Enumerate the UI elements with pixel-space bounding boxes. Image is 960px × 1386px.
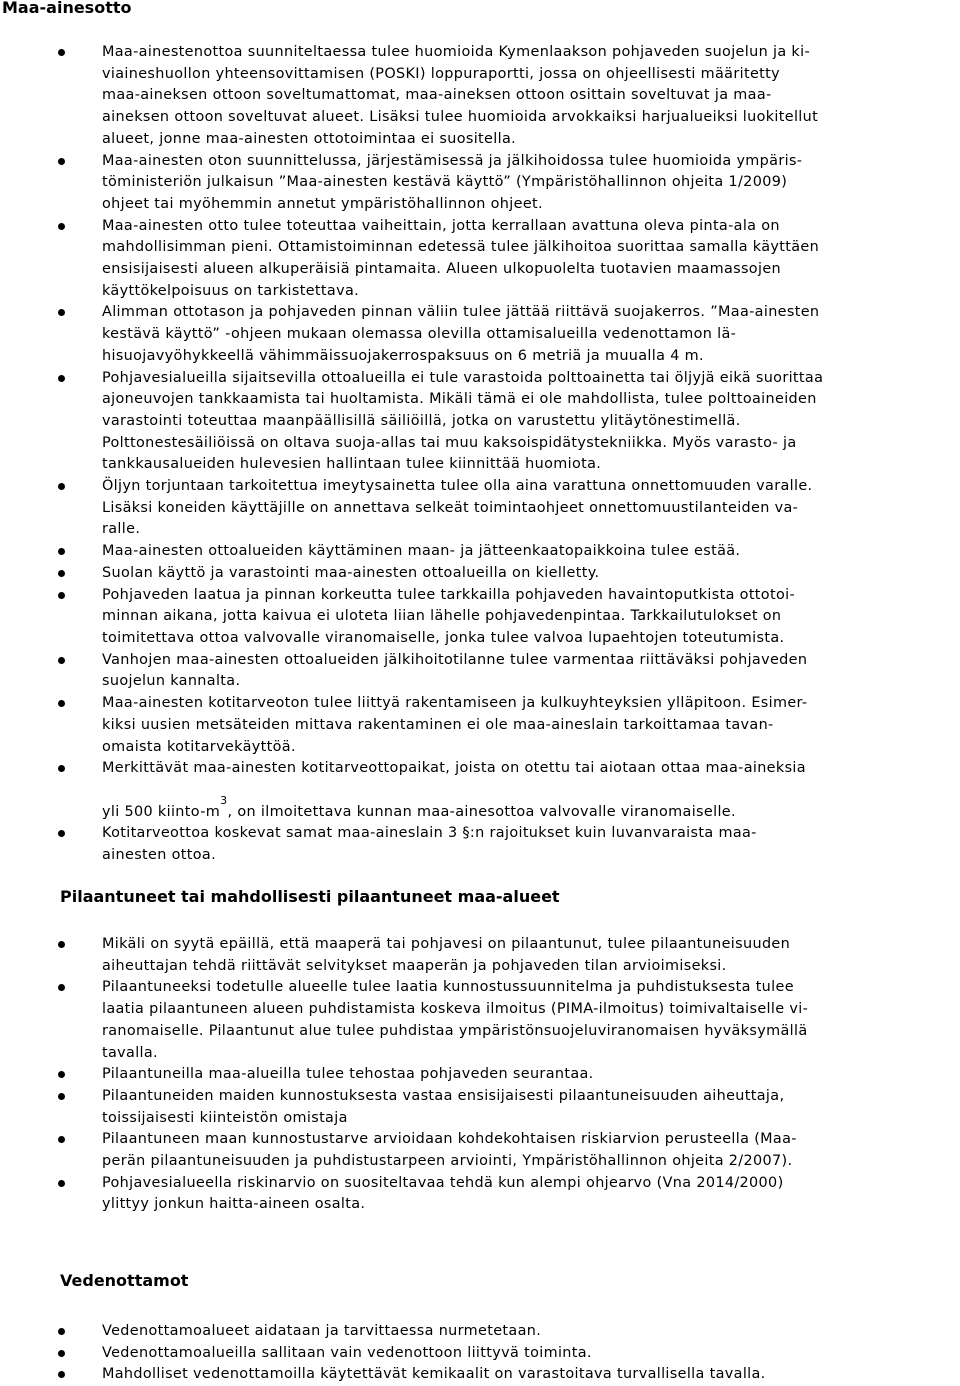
bullet-icon (58, 1350, 65, 1357)
bullet-icon (58, 984, 65, 991)
list-item: Maa-ainesten kotitarveoton tulee liittyä rakentamiseen ja kulkuyhteyksien ylläpitoon. Esimer- kiksi uusien metsäteiden mittava rakentaminen ei ole maa-aineslain tarkoittamaa tavan- omaista kotitarvekäyttöä. (0, 693, 922, 758)
item-line: Merkittävät maa-ainesten kotitarveottopaikat, joista on otettu tai aiotaan ottaa maa-aineksia (102, 760, 806, 777)
list-item: Pilaantuneilla maa-alueilla tulee tehostaa pohjaveden seurantaa. (0, 1064, 922, 1086)
list-item: Pohjaveden laatua ja pinnan korkeutta tulee tarkkailla pohjaveden havaintoputkista ottotoi- minnan aikana, jotta kaivua ei uloteta liian lähelle pohjavedenpintaa. Tarkkailutulokset on toimitettava ottoa valvovalle viranomaiselle, jonka tulee valvoa lupaehtojen toteutumista. (0, 585, 922, 650)
list-item: Vedenottamoalueet aidataan ja tarvittaessa nurmetetaan. (0, 1321, 922, 1343)
bullet-icon (58, 375, 65, 382)
section-heading-maa-ainesotto: Maa-ainesotto (2, 0, 132, 17)
list-item: Maa-ainesten otto tulee toteuttaa vaiheittain, jotta kerrallaan avattuna oleva pinta-ala on mahdollisimman pieni. Ottamistoiminnan edetessä tulee jälkihoitoa suorittaa samalla käyttäen ensisijaisesti alueen alkuperäisiä pintamaita. Alueen ulkopuolelta tuotavien maamassojen käyttökelpoisuus on tarkistettava. (0, 216, 922, 303)
bullet-icon (58, 548, 65, 555)
bullet-icon (58, 223, 65, 230)
list-item: Suolan käyttö ja varastointi maa-ainesten ottoalueilla on kielletty. (0, 563, 922, 585)
list-item: Mahdolliset vedenottamoilla käytettävät kemikaalit on varastoitava turvallisella tavalla. (0, 1364, 922, 1386)
bullet-icon (58, 941, 65, 948)
bullet-list-maa-ainesotto (0, 42, 922, 867)
bullet-icon (58, 570, 65, 577)
item-line-start: yli 500 kiinto-m (102, 803, 221, 820)
bullet-icon (58, 592, 65, 599)
bullet-icon (58, 830, 65, 837)
list-item: Öljyn torjuntaan tarkoitettua imeytysainetta tulee olla aina varattuna onnettomuuden varalle. Lisäksi koneiden käyttäjille on annettava selkeät toimintaohjeet onnettomuustilanteiden va- ralle. (0, 476, 922, 541)
bullet-icon (58, 1093, 65, 1100)
bullet-icon (58, 1136, 65, 1143)
list-item: Pohjavesialueilla sijaitsevilla ottoalueilla ei tule varastoida polttoainetta tai öljyjä eikä suorittaa ajoneuvojen tankkaamista tai huoltamista. Mikäli tämä ei ole mahdollista, tulee polttoaineiden varastointi toteuttaa maanpäällisillä säiliöillä, jotka on varustettu ylitäytönestimellä. Polttonestesäiliöissä on oltava suoja-allas tai muu kaksoispidätystekniikka. Myös varasto- ja tankkausalueiden hulevesien hallintaan tulee kiinnittää huomiota. (0, 368, 922, 477)
list-item: Maa-ainesten ottoalueiden käyttäminen maan- ja jätteenkaatopaikkoina tulee estää. (0, 541, 922, 563)
list-item: Pilaantuneiden maiden kunnostuksesta vastaa ensisijaisesti pilaantuneisuuden aiheuttaja, toissijaisesti kiinteistön omistaja (0, 1086, 922, 1129)
list-item: Maa-ainestenottoa suunniteltaessa tulee huomioida Kymenlaakson pohjaveden suojelun ja ki- viaineshuollon yhteensovittamisen (POSKI) loppuraportti, jossa on ohjeellisesti määritetty maa-aineksen ottoon soveltumattomat, maa-aineksen ottoon osittain soveltuvat ja maa- aineksen ottoon soveltuvat alueet. Lisäksi tulee huomioida arvokkaiksi harjualueiksi luokitellut alueet, jonne maa-ainesten ottotoimintaa ei suositella. (0, 42, 922, 151)
list-item: Pilaantuneeksi todetulle alueelle tulee laatia kunnostussuunnitelma ja puhdistuksesta tulee laatia pilaantuneen alueen puhdistamista koskeva ilmoitus (PIMA-ilmoitus) toimivaltaiselle vi- ranomaiselle. Pilaantunut alue tulee puhdistaa ympäristönsuojeluviranomaisen hyväksymällä tavalla. (0, 977, 922, 1064)
bullet-icon (58, 700, 65, 707)
list-item: Mikäli on syytä epäillä, että maaperä tai pohjavesi on pilaantunut, tulee pilaantuneisuuden aiheuttajan tehdä riittävät selvitykset maaperän ja pohjaveden tilan arvioimiseksi. (0, 934, 922, 977)
list-item: Vanhojen maa-ainesten ottoalueiden jälkihoitotilanne tulee varmentaa riittäväksi pohjaveden suojelun kannalta. (0, 650, 922, 693)
bullet-icon (58, 1328, 65, 1335)
bullet-icon (58, 309, 65, 316)
bullet-list-pilaantuneet (0, 934, 922, 1216)
list-item (0, 758, 922, 823)
bullet-list-vedenottamot (0, 1321, 922, 1386)
bullet-icon (58, 49, 65, 56)
section-heading-vedenottamot: Vedenottamot (60, 1271, 189, 1290)
list-item: Maa-ainesten oton suunnittelussa, järjestämisessä ja jälkihoidossa tulee huomioida ympäris- töministeriön julkaisun ”Maa-ainesten kestävä käyttö” (Ympäristöhallinnon ohjeita 1/2009) ohjeet tai myöhemmin annetut ympäristöhallinnon ohjeet. (0, 151, 922, 216)
list-item: Kotitarveottoa koskevat samat maa-aineslain 3 §:n rajoitukset kuin luvanvaraista maa- ainesten ottoa. (0, 823, 922, 866)
bullet-icon (58, 657, 65, 664)
bullet-icon (58, 1071, 65, 1078)
bullet-icon (58, 765, 65, 772)
list-item: Pohjavesialueella riskinarvio on suositeltavaa tehdä kun alempi ohjearvo (Vna 2014/2000) ylittyy jonkun haitta-aineen osalta. (0, 1173, 922, 1216)
superscript: 3 (220, 793, 228, 807)
bullet-icon (58, 158, 65, 165)
bullet-icon (58, 483, 65, 490)
bullet-icon (58, 1371, 65, 1378)
list-item: Alimman ottotason ja pohjaveden pinnan väliin tulee jättää riittävä suojakerros. ”Maa-ainesten kestävä käyttö” -ohjeen mukaan olemassa olevilla ottamisalueilla vedenottamon lä- hisuojavyöhykkeellä vähimmäissuojakerrospaksuus on 6 metriä ja muualla 4 m. (0, 302, 922, 367)
list-item: Vedenottamoalueilla sallitaan vain vedenottoon liittyvä toiminta. (0, 1343, 922, 1365)
list-item: Pilaantuneen maan kunnostustarve arvioidaan kohdekohtaisen riskiarvion perusteella (Maa- perän pilaantuneisuuden ja puhdistustarpeen arviointi, Ympäristöhallinnon ohjeita 2/2007). (0, 1129, 922, 1172)
section-heading-pilaantuneet: Pilaantuneet tai mahdollisesti pilaantuneet maa-alueet (60, 887, 560, 906)
bullet-icon (58, 1180, 65, 1187)
item-line-end: , on ilmoitettava kunnan maa-ainesottoa valvovalle viranomaiselle. (227, 803, 736, 820)
